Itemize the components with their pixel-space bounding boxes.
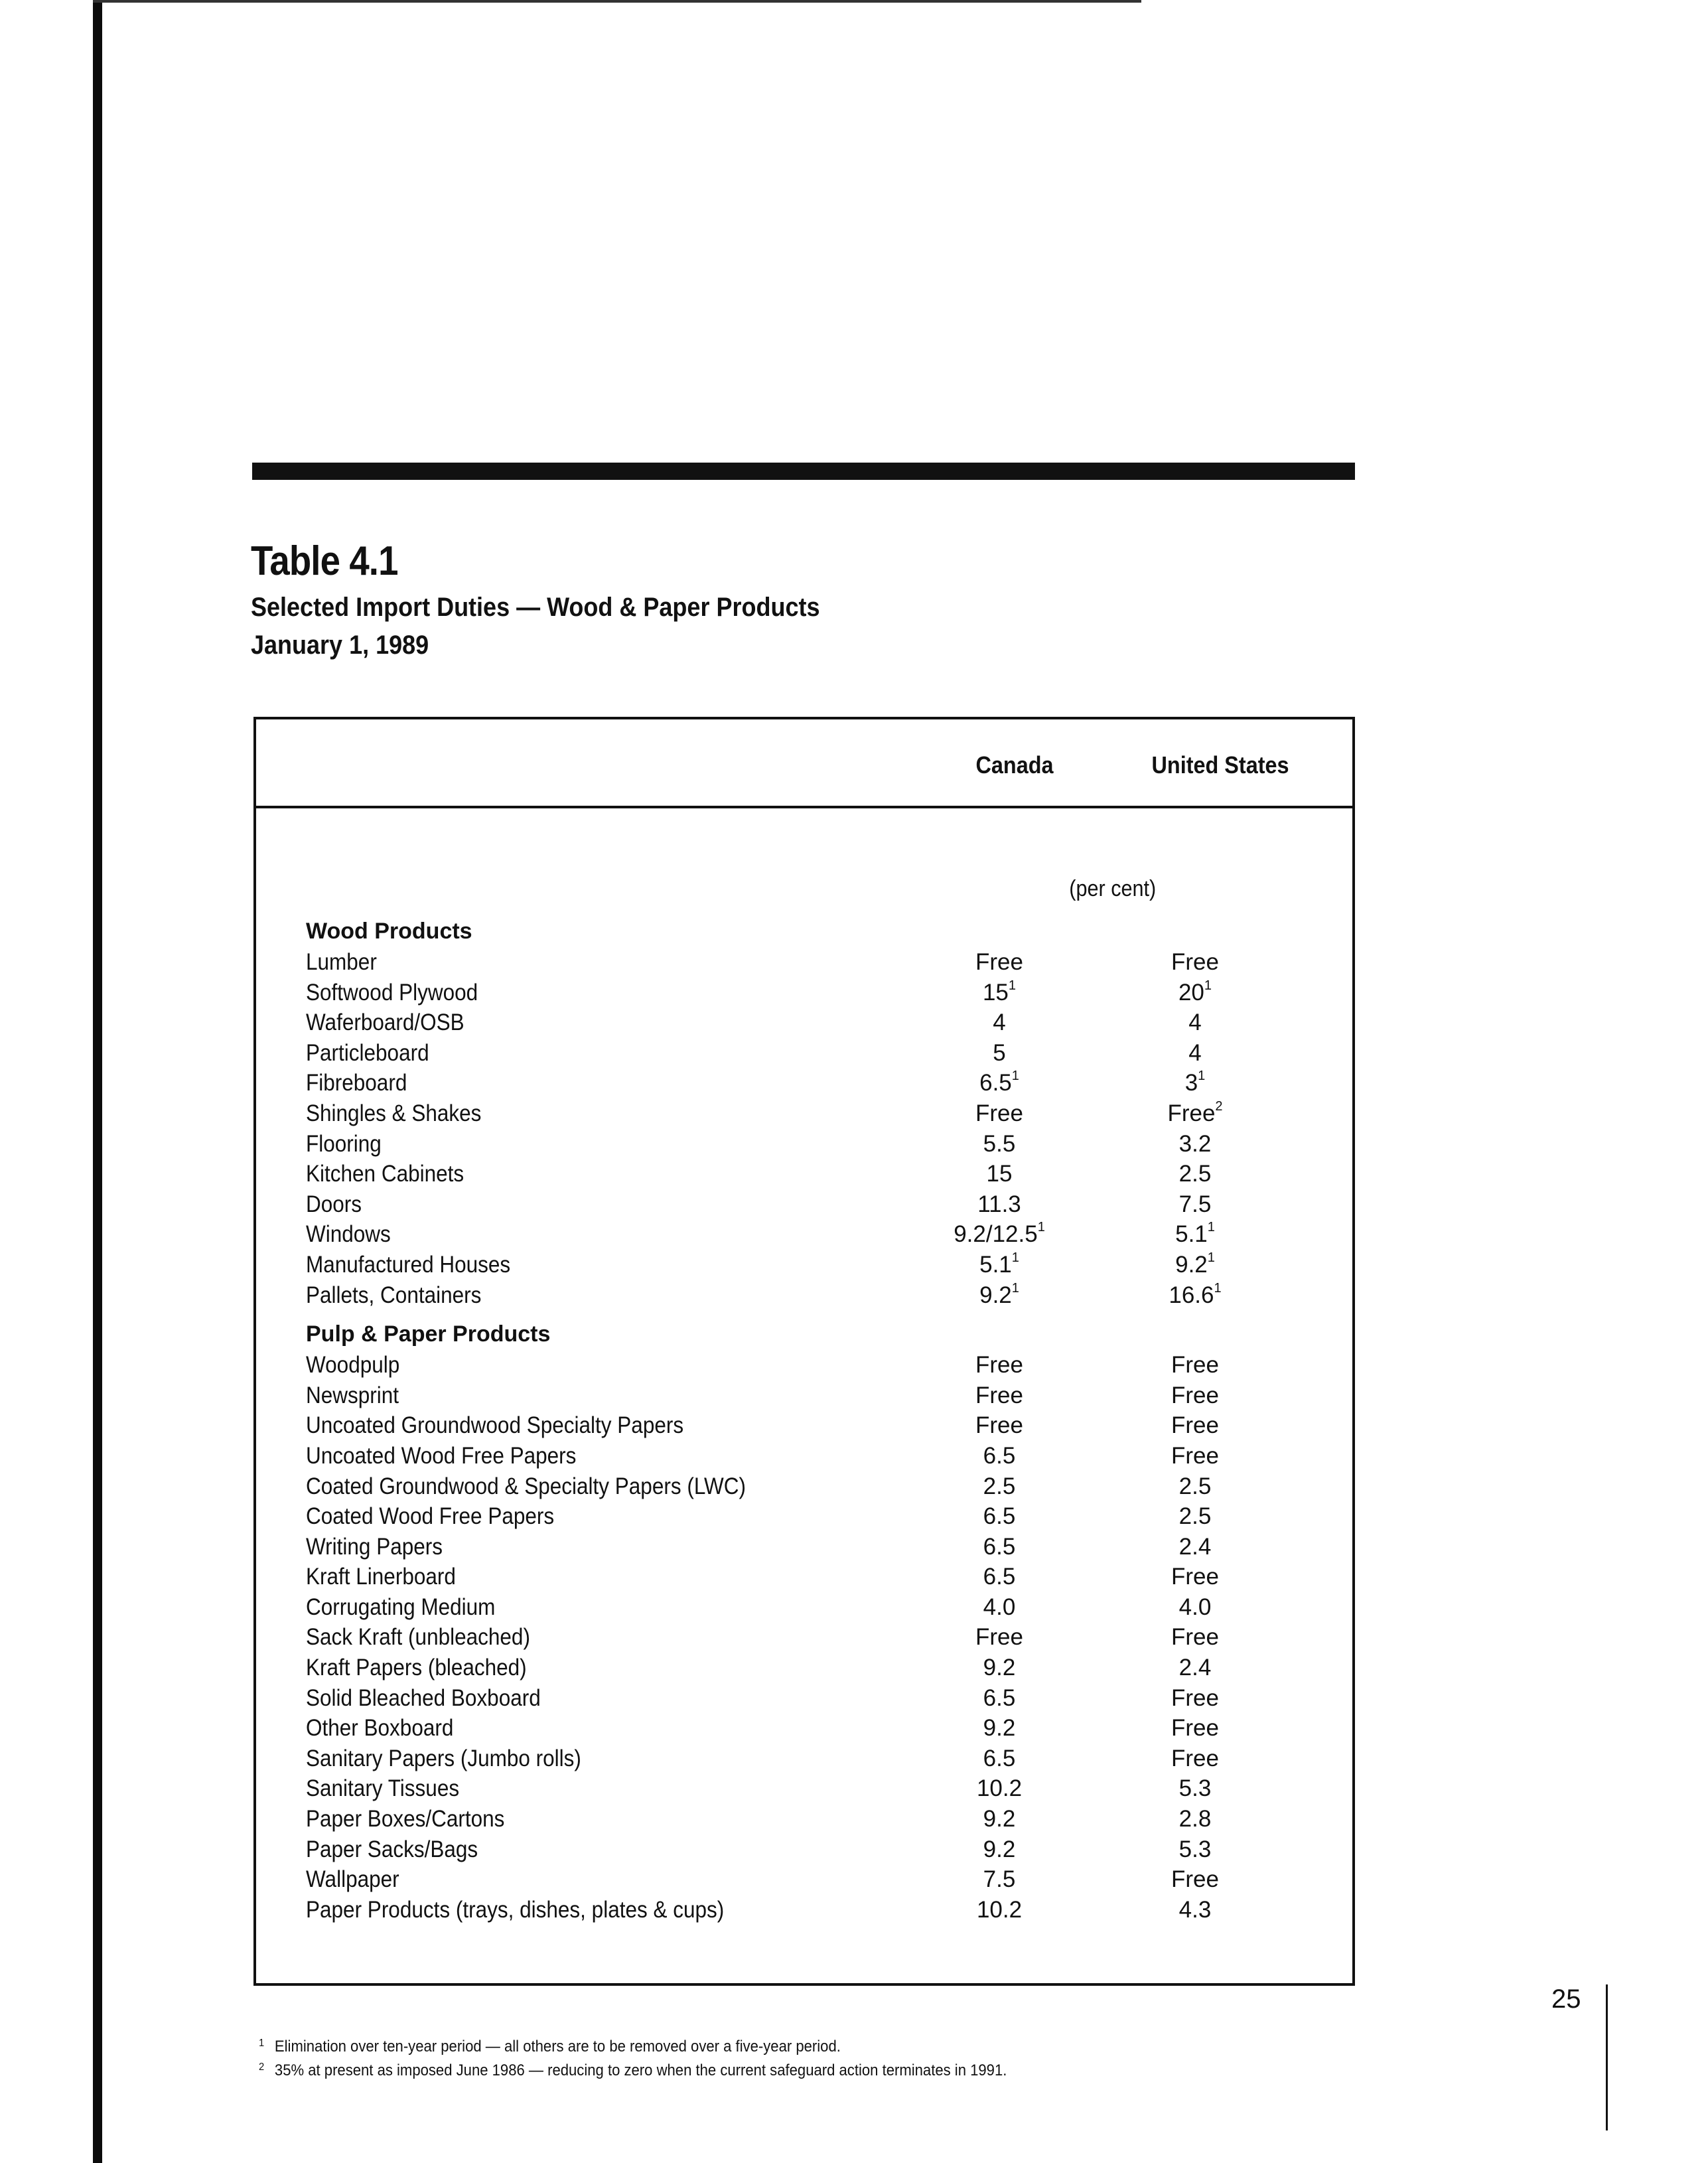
- us-duty: [1129, 1070, 1261, 1096]
- canada-duty-value: 9.2: [983, 1836, 1016, 1862]
- footnote-ref: 1: [1011, 1250, 1019, 1265]
- section-title: Wood Products: [306, 919, 472, 944]
- us-duty-value: 5.3: [1178, 1836, 1212, 1862]
- table-row: [306, 1382, 1341, 1413]
- product-name: Windows: [306, 1221, 391, 1248]
- us-duty-value: Free: [1171, 1745, 1219, 1771]
- us-duty: [1129, 1897, 1261, 1923]
- product-name: Manufactured Houses: [306, 1251, 511, 1278]
- us-duty: [1129, 1191, 1261, 1218]
- us-duty: [1129, 1503, 1261, 1530]
- table-row: [306, 1866, 1341, 1897]
- canada-duty-value: 6.5: [983, 1533, 1016, 1560]
- canada-duty-value: 2.5: [983, 1473, 1016, 1499]
- product-name: Other Boxboard: [306, 1715, 454, 1742]
- us-duty-value: 16.6: [1169, 1282, 1214, 1308]
- canada-duty-value: Free: [975, 1100, 1023, 1126]
- canada-duty-value: 10.2: [976, 1896, 1023, 1923]
- footnote-mark: 1: [259, 2038, 265, 2049]
- footnote-ref: 2: [1215, 1098, 1223, 1114]
- us-duty-value: Free: [1171, 949, 1219, 975]
- product-name: Sanitary Tissues: [306, 1775, 460, 1802]
- us-duty: [1129, 1746, 1261, 1772]
- canada-duty-value: 4.0: [983, 1594, 1016, 1620]
- canada-duty-value: Free: [975, 1412, 1023, 1439]
- us-duty-value: 7.5: [1178, 1191, 1212, 1217]
- table-row: [306, 1040, 1341, 1071]
- us-duty-value: 2.5: [1178, 1503, 1212, 1530]
- product-name: Waferboard/OSB: [306, 1009, 464, 1036]
- us-duty: [1129, 980, 1261, 1006]
- us-duty-value: 4: [1188, 1009, 1202, 1036]
- canada-duty: [933, 1282, 1066, 1309]
- product-name: Shingles & Shakes: [306, 1100, 482, 1126]
- product-name: Wallpaper: [306, 1866, 399, 1893]
- column-header-canada: Canada: [975, 751, 1054, 779]
- product-name: Coated Groundwood & Specialty Papers (LWC): [306, 1473, 746, 1499]
- canada-duty-value: 10.2: [976, 1775, 1023, 1802]
- us-duty: [1129, 949, 1261, 976]
- canada-duty: [933, 1252, 1066, 1278]
- footnote-mark: 2: [259, 2061, 265, 2073]
- product-name: Fibreboard: [306, 1070, 407, 1096]
- canada-duty: [933, 1503, 1066, 1530]
- header-rule-bar: [252, 463, 1355, 480]
- table-row: [306, 1836, 1341, 1867]
- table-row: [306, 1282, 1341, 1313]
- canada-duty: [933, 1221, 1066, 1248]
- canada-duty: [933, 1131, 1066, 1157]
- us-duty: [1129, 1382, 1261, 1409]
- product-name: Flooring: [306, 1130, 382, 1157]
- us-duty: [1129, 1806, 1261, 1832]
- canada-duty: [933, 1655, 1066, 1681]
- column-header-united-states: United States: [1151, 751, 1289, 779]
- us-duty: [1129, 1443, 1261, 1469]
- product-name: Paper Products (trays, dishes, plates & cups): [306, 1896, 725, 1923]
- us-duty-value: Free: [1167, 1100, 1216, 1126]
- canada-duty: [933, 1775, 1066, 1802]
- product-name: Uncoated Groundwood Specialty Papers: [306, 1412, 684, 1439]
- canada-duty: [933, 1473, 1066, 1500]
- us-duty-value: Free: [1171, 1624, 1219, 1651]
- canada-duty-value: 5.1: [979, 1251, 1012, 1278]
- us-duty: [1129, 1412, 1261, 1439]
- us-duty-value: Free: [1171, 1412, 1219, 1439]
- canada-duty: [933, 1715, 1066, 1742]
- us-duty: [1129, 1564, 1261, 1590]
- canada-duty: [933, 1897, 1066, 1923]
- us-duty: [1129, 1252, 1261, 1278]
- us-duty-value: Free: [1171, 1684, 1219, 1711]
- footnote-text: Elimination over ten-year period — all others are to be removed over a five-year period.: [274, 2038, 841, 2055]
- us-duty: [1129, 1221, 1261, 1248]
- canada-duty-value: Free: [975, 949, 1023, 975]
- canada-duty-value: 7.5: [983, 1866, 1016, 1893]
- duties-table: [253, 717, 1355, 1986]
- canada-duty-value: Free: [975, 1624, 1023, 1651]
- table-row: [306, 1806, 1341, 1836]
- us-duty: [1129, 1100, 1261, 1127]
- us-duty-value: 4.3: [1178, 1896, 1212, 1923]
- footnote: [259, 2061, 1007, 2085]
- us-duty: [1129, 1866, 1261, 1893]
- canada-duty: [933, 1685, 1066, 1712]
- canada-duty-value: 6.5: [983, 1442, 1016, 1469]
- footnote-ref: 1: [1011, 1069, 1019, 1084]
- us-duty-value: 2.5: [1178, 1473, 1212, 1499]
- table-row: [306, 1564, 1341, 1594]
- canada-duty: [933, 1009, 1066, 1036]
- product-name: Softwood Plywood: [306, 979, 478, 1006]
- canada-duty-value: 15: [982, 979, 1009, 1006]
- us-duty: [1129, 1534, 1261, 1560]
- table-date: January 1, 1989: [251, 631, 429, 660]
- table-row: [306, 1473, 1341, 1504]
- product-name: Kraft Papers (bleached): [306, 1655, 527, 1681]
- page-top-edge: [93, 0, 1141, 3]
- us-duty: [1129, 1161, 1261, 1187]
- us-duty-value: 5.3: [1178, 1775, 1212, 1802]
- us-duty-value: 5.1: [1175, 1221, 1208, 1248]
- section-title: Pulp & Paper Products: [306, 1321, 551, 1347]
- product-name: Doors: [306, 1191, 362, 1217]
- canada-duty: [933, 1806, 1066, 1832]
- canada-duty-value: 6.5: [983, 1564, 1016, 1590]
- footnotes: [259, 2038, 1072, 2085]
- canada-duty-value: 9.2/12.5: [954, 1221, 1038, 1248]
- table-row: [306, 1191, 1341, 1222]
- canada-duty-value: 5.5: [983, 1130, 1016, 1157]
- us-duty-value: 9.2: [1175, 1251, 1208, 1278]
- canada-duty-value: 9.2: [983, 1655, 1016, 1681]
- canada-duty: [933, 980, 1066, 1006]
- table-row: [306, 949, 1341, 980]
- canada-duty-value: 9.2: [979, 1282, 1012, 1308]
- product-name: Pallets, Containers: [306, 1282, 482, 1308]
- canada-duty: [933, 1352, 1066, 1379]
- us-duty-value: Free: [1171, 1715, 1219, 1742]
- canada-duty-value: 6.5: [983, 1684, 1016, 1711]
- table-row: [306, 1775, 1341, 1806]
- page-number: 25: [1551, 1984, 1581, 2014]
- us-duty-value: 3: [1184, 1070, 1198, 1096]
- us-duty: [1129, 1009, 1261, 1036]
- us-duty: [1129, 1655, 1261, 1681]
- us-duty: [1129, 1594, 1261, 1621]
- canada-duty: [933, 1594, 1066, 1621]
- footnote-ref: 1: [1198, 1069, 1206, 1084]
- us-duty: [1129, 1473, 1261, 1500]
- table-row: [306, 1685, 1341, 1716]
- us-duty: [1129, 1624, 1261, 1651]
- table-body: [306, 919, 1341, 1927]
- table-row: [306, 1897, 1341, 1927]
- product-name: Corrugating Medium: [306, 1594, 496, 1620]
- table-title: Table 4.1: [251, 538, 398, 584]
- footnote-text: 35% at present as imposed June 1986 — reducing to zero when the current safeguard action terminates in 1991.: [274, 2061, 1007, 2079]
- canada-duty-value: 5: [993, 1039, 1006, 1066]
- canada-duty: [933, 1100, 1066, 1127]
- product-name: Kitchen Cabinets: [306, 1161, 464, 1187]
- binding-edge: [93, 0, 102, 2163]
- canada-duty-value: 4: [993, 1009, 1006, 1036]
- table-row: [306, 1161, 1341, 1191]
- table-row: [306, 1221, 1341, 1252]
- canada-duty: [933, 1564, 1066, 1590]
- canada-duty-value: Free: [975, 1352, 1023, 1379]
- footnote-ref: 1: [1037, 1220, 1045, 1235]
- footnote-ref: 1: [1204, 978, 1212, 993]
- product-name: Sack Kraft (unbleached): [306, 1624, 530, 1651]
- footnote: [259, 2038, 1007, 2061]
- table-row: [306, 1624, 1341, 1655]
- table-row: [306, 1009, 1341, 1040]
- canada-duty: [933, 1070, 1066, 1096]
- canada-duty: [933, 1534, 1066, 1560]
- table-row: [306, 1715, 1341, 1746]
- us-duty: [1129, 1775, 1261, 1802]
- canada-duty: [933, 1836, 1066, 1863]
- product-name: Uncoated Wood Free Papers: [306, 1442, 577, 1469]
- table-row: [306, 980, 1341, 1010]
- table-row: [306, 1412, 1341, 1443]
- table-subtitle: Selected Import Duties — Wood & Paper Products: [251, 593, 820, 622]
- table-row: [306, 1352, 1341, 1382]
- product-name: Newsprint: [306, 1382, 399, 1408]
- us-duty-value: 4.0: [1178, 1594, 1212, 1620]
- us-duty: [1129, 1131, 1261, 1157]
- us-duty: [1129, 1836, 1261, 1863]
- table-row: [306, 1655, 1341, 1685]
- product-name: Woodpulp: [306, 1352, 400, 1379]
- table-row: [306, 1746, 1341, 1776]
- product-name: Coated Wood Free Papers: [306, 1503, 555, 1530]
- canada-duty: [933, 1746, 1066, 1772]
- canada-duty-value: Free: [975, 1382, 1023, 1408]
- us-duty: [1129, 1352, 1261, 1379]
- us-duty-value: 4: [1188, 1039, 1202, 1066]
- footnote-ref: 1: [1207, 1220, 1215, 1235]
- product-name: Particleboard: [306, 1039, 429, 1066]
- product-name: Kraft Linerboard: [306, 1564, 456, 1590]
- table-row: [306, 1443, 1341, 1473]
- table-row: [306, 1131, 1341, 1161]
- footnote-ref: 1: [1008, 978, 1017, 993]
- canada-duty: [933, 1412, 1066, 1439]
- us-duty-value: 2.4: [1178, 1533, 1212, 1560]
- us-duty: [1129, 1715, 1261, 1742]
- us-duty: [1129, 1685, 1261, 1712]
- page-margin-rule: [1606, 1984, 1608, 2130]
- footnote-ref: 1: [1207, 1250, 1215, 1265]
- canada-duty-value: 6.5: [983, 1503, 1016, 1530]
- us-duty-value: Free: [1171, 1866, 1219, 1893]
- us-duty-value: 3.2: [1178, 1130, 1212, 1157]
- canada-duty-value: 15: [986, 1161, 1013, 1187]
- canada-duty: [933, 949, 1066, 976]
- us-duty-value: Free: [1171, 1352, 1219, 1379]
- canada-duty-value: 6.5: [979, 1070, 1012, 1096]
- canada-duty: [933, 1443, 1066, 1469]
- canada-duty: [933, 1040, 1066, 1067]
- canada-duty: [933, 1161, 1066, 1187]
- canada-duty-value: 9.2: [983, 1715, 1016, 1742]
- us-duty-value: 2.4: [1178, 1655, 1212, 1681]
- us-duty: [1129, 1040, 1261, 1067]
- table-row: [306, 1070, 1341, 1100]
- table-row: [306, 1503, 1341, 1534]
- table-row: [306, 1594, 1341, 1625]
- us-duty-value: 2.5: [1178, 1161, 1212, 1187]
- product-name: Paper Boxes/Cartons: [306, 1806, 505, 1832]
- canada-duty-value: 6.5: [983, 1745, 1016, 1771]
- us-duty-value: Free: [1171, 1442, 1219, 1469]
- canada-duty-value: 11.3: [977, 1191, 1021, 1217]
- us-duty-value: 20: [1178, 979, 1204, 1006]
- canada-duty: [933, 1191, 1066, 1218]
- canada-duty-value: 9.2: [983, 1806, 1016, 1832]
- us-duty: [1129, 1282, 1261, 1309]
- product-name: Sanitary Papers (Jumbo rolls): [306, 1745, 581, 1771]
- table-row: [306, 1252, 1341, 1282]
- product-name: Paper Sacks/Bags: [306, 1836, 478, 1862]
- us-duty-value: Free: [1171, 1564, 1219, 1590]
- us-duty-value: Free: [1171, 1382, 1219, 1408]
- canada-duty: [933, 1624, 1066, 1651]
- product-name: Solid Bleached Boxboard: [306, 1684, 541, 1711]
- header-divider: [256, 806, 1352, 808]
- product-name: Writing Papers: [306, 1533, 443, 1560]
- us-duty-value: 2.8: [1178, 1806, 1212, 1832]
- canada-duty: [933, 1866, 1066, 1893]
- unit-label: (per cent): [1069, 876, 1157, 901]
- canada-duty: [933, 1382, 1066, 1409]
- footnote-ref: 1: [1214, 1280, 1222, 1296]
- table-row: [306, 1100, 1341, 1131]
- table-row: [306, 1534, 1341, 1564]
- product-name: Lumber: [306, 949, 377, 975]
- footnote-ref: 1: [1011, 1280, 1019, 1296]
